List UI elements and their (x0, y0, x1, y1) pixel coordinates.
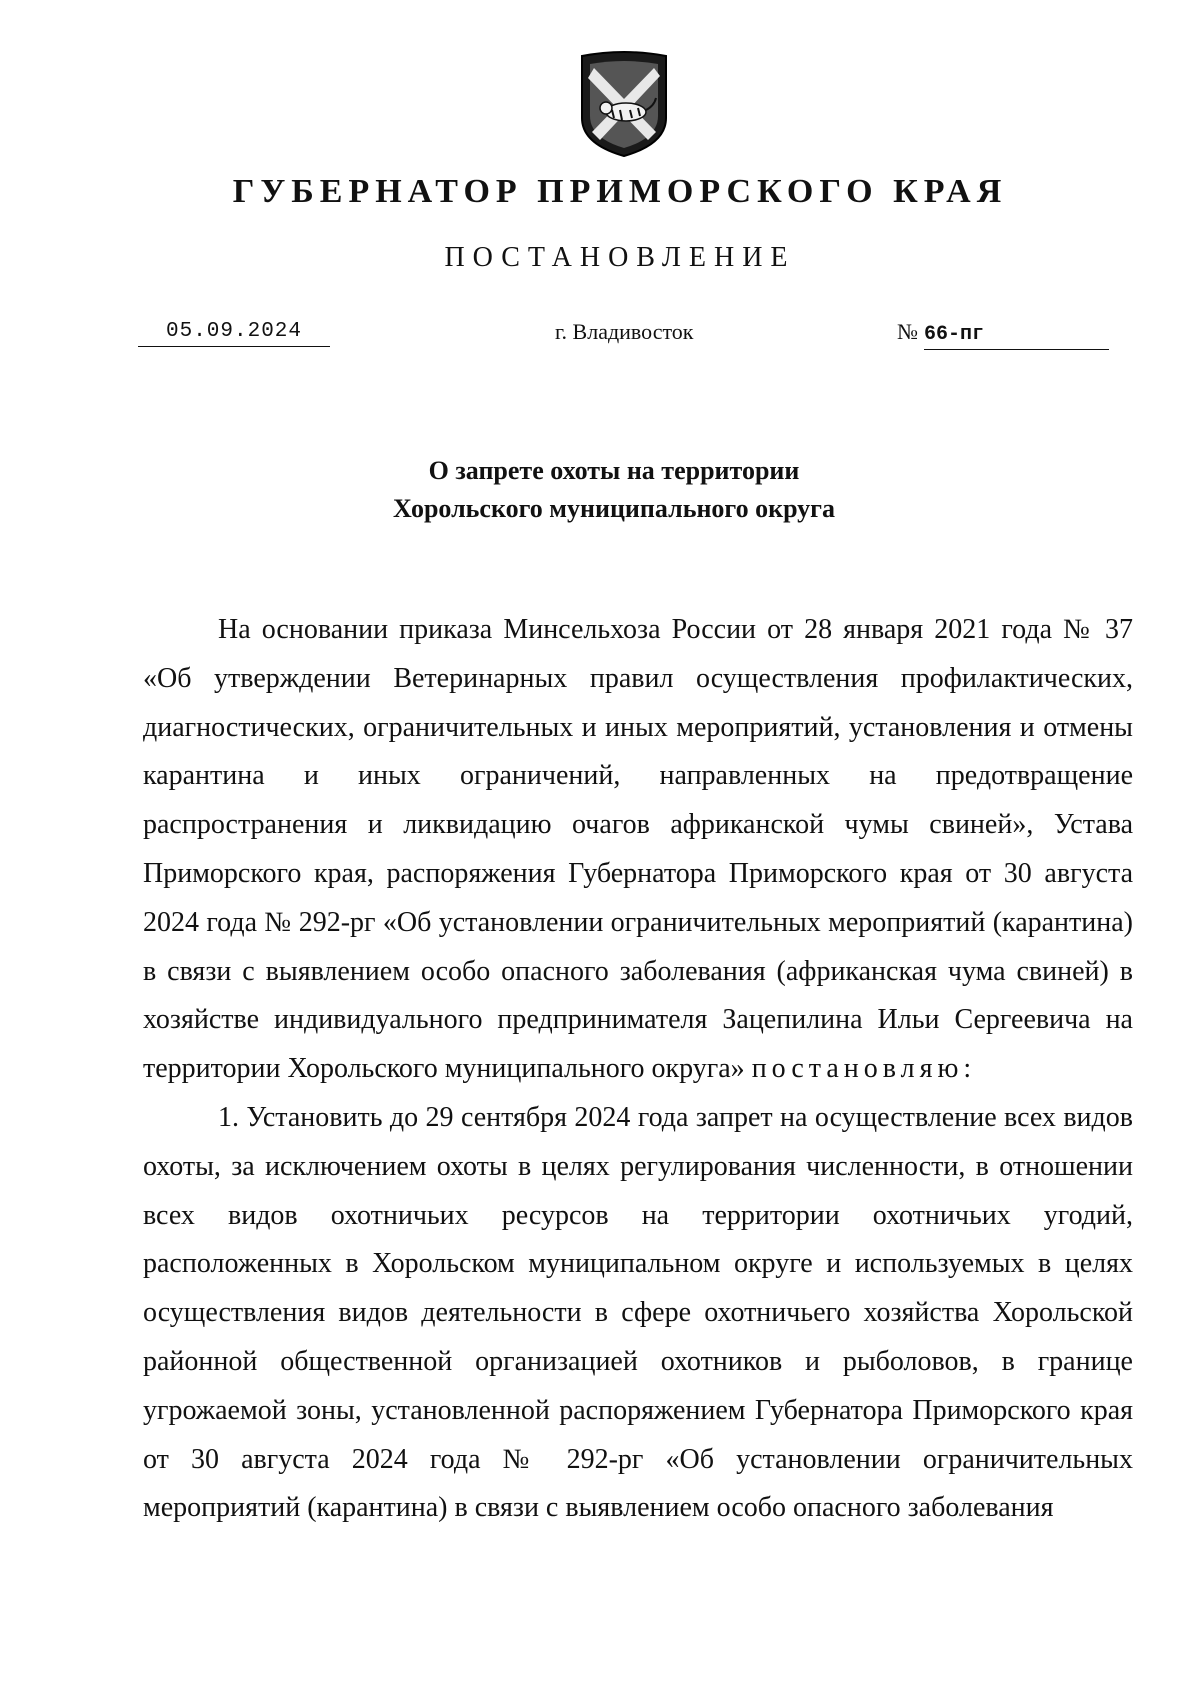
document-body (143, 606, 1133, 1533)
document-city: г. Владивосток (555, 319, 694, 344)
paragraph-item-1: 1. Установить до 29 сентября 2024 года запрет на осуществление всех видов охоты, за исключением охоты в целях регулирования численности, в отношении всех видов охотничьих ресурсов на территории охотничьих угодий, расположенных в Хорольском муниципальном округе и используемых в целях осуществления видов деятельности в сфере охотничьего хозяйства Хорольской районной общественной организацией охотников и рыболовов, в границе угрожаемой зоны, установленной распоряжением Губернатора Приморского края от 30 августа 2024 года № 292-рг «Об установлении ограничительных мероприятий (карантина) в связи с выявлением особо опасного заболевания (143, 1101, 1133, 1524)
resolution-word: постановляю: (751, 1053, 977, 1085)
number-value: 66-пг (924, 321, 1109, 350)
document-number (897, 318, 1109, 350)
preamble-text: На основании приказа Минсельхоза России от 28 января 2021 года № 37 «Об утверждении Ветеринарных правил осуществления профилактических, диагностических, ограничительных и иных мероприятий, установления и отмены карантина и иных ограничений, направленных на предотвращение распространения и ликвидацию очагов африканской чумы свиней», Устава Приморского края, распоряжения Губернатора Приморского края от 30 августа 2024 года № 292-рг «Об установлении ограничительных мероприятий (карантина) в связи с выявлением особо опасного заболевания (африканская чума свиней) в хозяйстве индивидуального предпринимателя Зацепилина Ильи Сергеевича на территории Хорольского муниципального округа» (143, 614, 1133, 1085)
document-type: ПОСТАНОВЛЕНИЕ (444, 242, 796, 273)
subject-line: О запрете охоты на территории (428, 456, 800, 485)
document-subject (0, 452, 1200, 528)
subject-line: Хорольского муниципального округа (393, 494, 835, 523)
issuer-title: ГУБЕРНАТОР ПРИМОРСКОГО КРАЯ (232, 173, 1008, 210)
number-label: № (897, 319, 918, 344)
coat-of-arms-icon (576, 48, 672, 160)
paragraph-preamble (143, 606, 1133, 1094)
document-date: 05.09.2024 (138, 318, 330, 347)
